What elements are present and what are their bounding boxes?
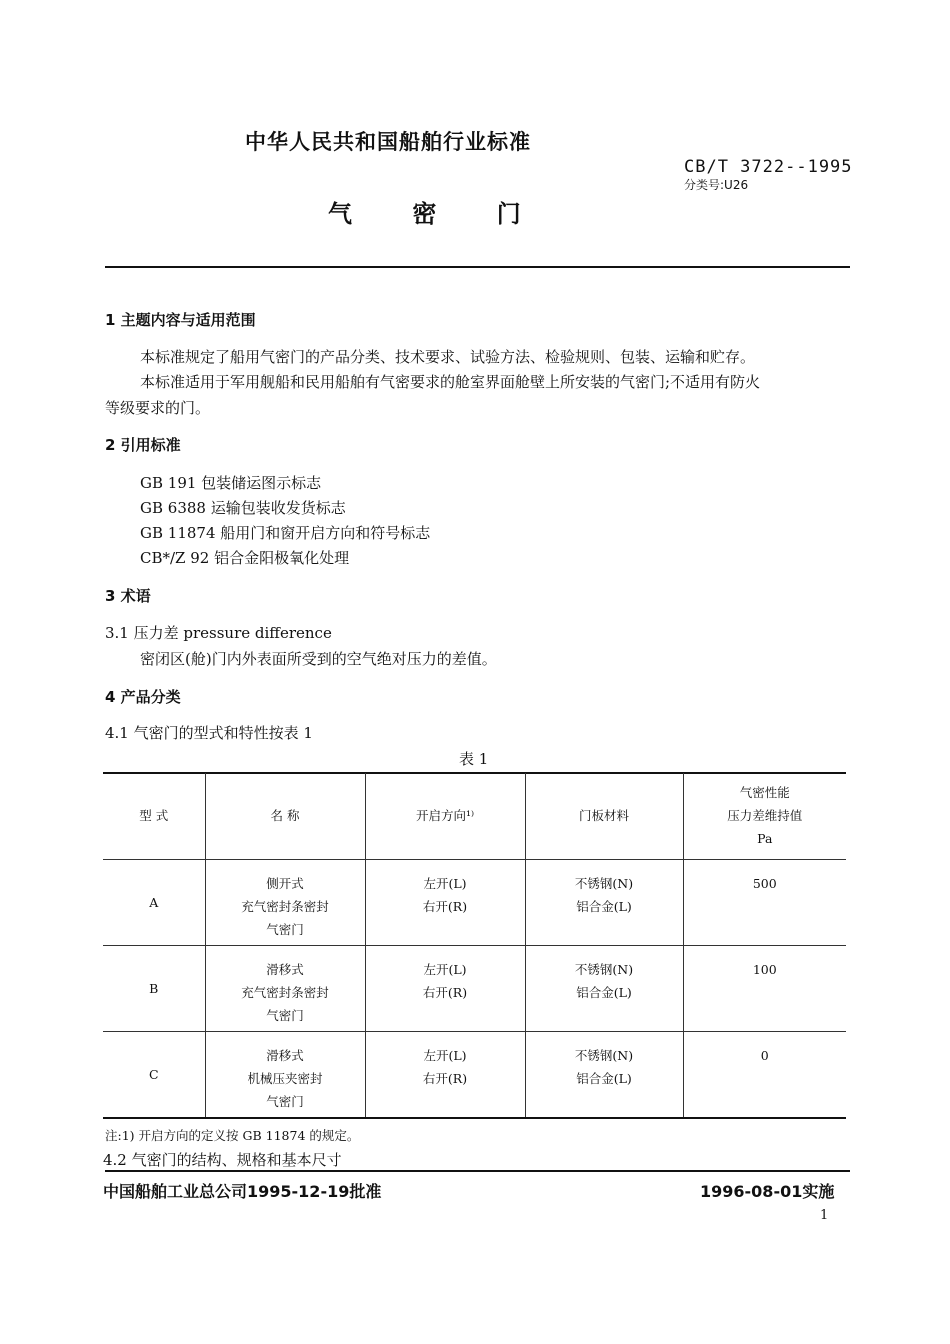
- header-material: 门板材料: [525, 773, 683, 859]
- cell-line: 铝合金(L): [576, 898, 632, 914]
- header-performance-unit: Pa: [757, 831, 773, 847]
- cell-line: 侧开式: [266, 875, 304, 891]
- cell-line: 不锈钢(N): [574, 1047, 634, 1063]
- cell-line: 左开(L): [423, 1047, 467, 1063]
- cell-line: 滑移式: [266, 1047, 304, 1063]
- section-4-1: 4.1 气密门的型式和特性按表 1: [105, 724, 313, 742]
- header-performance: [683, 773, 846, 859]
- table-row: [103, 945, 846, 1031]
- header-type: 型 式: [139, 808, 169, 824]
- section-4-heading: 4 产品分类: [105, 688, 181, 706]
- reference-item: GB 191 包装储运图示标志: [140, 474, 322, 492]
- section-1-paragraph-1: 本标准规定了船用气密门的产品分类、技术要求、试验方法、检验规则、包装、运输和贮存。: [140, 348, 756, 366]
- footer-rule: [105, 1170, 850, 1172]
- cell-line: 铝合金(L): [576, 1070, 632, 1086]
- cell-type: A: [149, 894, 159, 910]
- reference-item: GB 11874 船用门和窗开启方向和符号标志: [140, 524, 431, 542]
- cell-line: 右开(R): [422, 898, 468, 914]
- approval-line: 中国船舶工业总公司1995-12-19批准: [103, 1182, 382, 1201]
- document-title: 气 密 门: [328, 200, 547, 228]
- cell-direction: [365, 859, 525, 945]
- cell-line: 气密门: [266, 921, 304, 937]
- cell-line: 滑移式: [266, 961, 304, 977]
- cell-line: 左开(L): [423, 875, 467, 891]
- cell-material: [525, 859, 683, 945]
- cell-pressure: 0: [683, 1031, 846, 1117]
- cell-direction: [365, 945, 525, 1031]
- reference-item: GB 6388 运输包装收发货标志: [140, 499, 346, 517]
- cell-name: [205, 945, 365, 1031]
- section-1-paragraph-2-line-2: 等级要求的门。: [105, 399, 211, 417]
- section-3-heading: 3 术语: [105, 587, 151, 605]
- cell-material: [525, 945, 683, 1031]
- door-type-table: [103, 773, 846, 1117]
- table-note: 注:1) 开启方向的定义按 GB 11874 的规定。: [105, 1128, 360, 1143]
- section-4-2: 4.2 气密门的结构、规格和基本尺寸: [103, 1151, 342, 1169]
- cell-pressure: 500: [683, 859, 846, 945]
- term-3-1-definition: 密闭区(舱)门内外表面所受到的空气绝对压力的差值。: [140, 650, 497, 668]
- cell-line: 右开(R): [422, 1070, 468, 1086]
- cell-pressure: 100: [683, 945, 846, 1031]
- cell-line: 气密门: [266, 1093, 304, 1109]
- cell-type: C: [148, 1066, 159, 1082]
- table-row: [103, 1031, 846, 1117]
- implementation-date: 1996-08-01实施: [700, 1182, 835, 1201]
- standard-code: CB/T 3722--1995: [684, 157, 853, 177]
- header-rule: [105, 266, 850, 268]
- cell-material: [525, 1031, 683, 1117]
- cell-line: 不锈钢(N): [574, 961, 634, 977]
- cell-line: 右开(R): [422, 984, 468, 1000]
- cell-line: 气密门: [266, 1007, 304, 1023]
- cell-type: B: [149, 980, 159, 996]
- section-1-paragraph-2-line-1: 本标准适用于军用舰船和民用船舶有气密要求的舱室界面舱壁上所安装的气密门;不适用有防火: [140, 373, 761, 391]
- cell-line: 铝合金(L): [576, 984, 632, 1000]
- classification-number: 分类号:U26: [684, 178, 749, 192]
- table-header-row: [103, 773, 846, 859]
- page-number: 1: [820, 1208, 829, 1223]
- section-1-heading: 1 主题内容与适用范围: [105, 311, 256, 329]
- table-row: [103, 859, 846, 945]
- cell-direction: [365, 1031, 525, 1117]
- cell-line: 充气密封条密封: [241, 898, 329, 914]
- header-name: 名 称: [205, 773, 365, 859]
- table-caption: 表 1: [459, 750, 489, 768]
- standard-body-title: 中华人民共和国船舶行业标准: [245, 130, 531, 154]
- header-performance-line: 压力差维持值: [727, 808, 803, 824]
- section-2-heading: 2 引用标准: [105, 436, 181, 454]
- cell-line: 不锈钢(N): [574, 875, 634, 891]
- cell-line: 左开(L): [423, 961, 467, 977]
- table-bottom-rule: [103, 1117, 846, 1119]
- cell-line: 充气密封条密封: [241, 984, 329, 1000]
- cell-name: [205, 859, 365, 945]
- cell-name: [205, 1031, 365, 1117]
- header-performance-line: 气密性能: [739, 785, 790, 801]
- header-direction: 开启方向¹⁾: [365, 773, 525, 859]
- reference-item: CB*/Z 92 铝合金阳极氧化处理: [140, 549, 350, 567]
- term-3-1: 3.1 压力差 pressure difference: [105, 624, 332, 642]
- cell-line: 机械压夹密封: [247, 1070, 323, 1086]
